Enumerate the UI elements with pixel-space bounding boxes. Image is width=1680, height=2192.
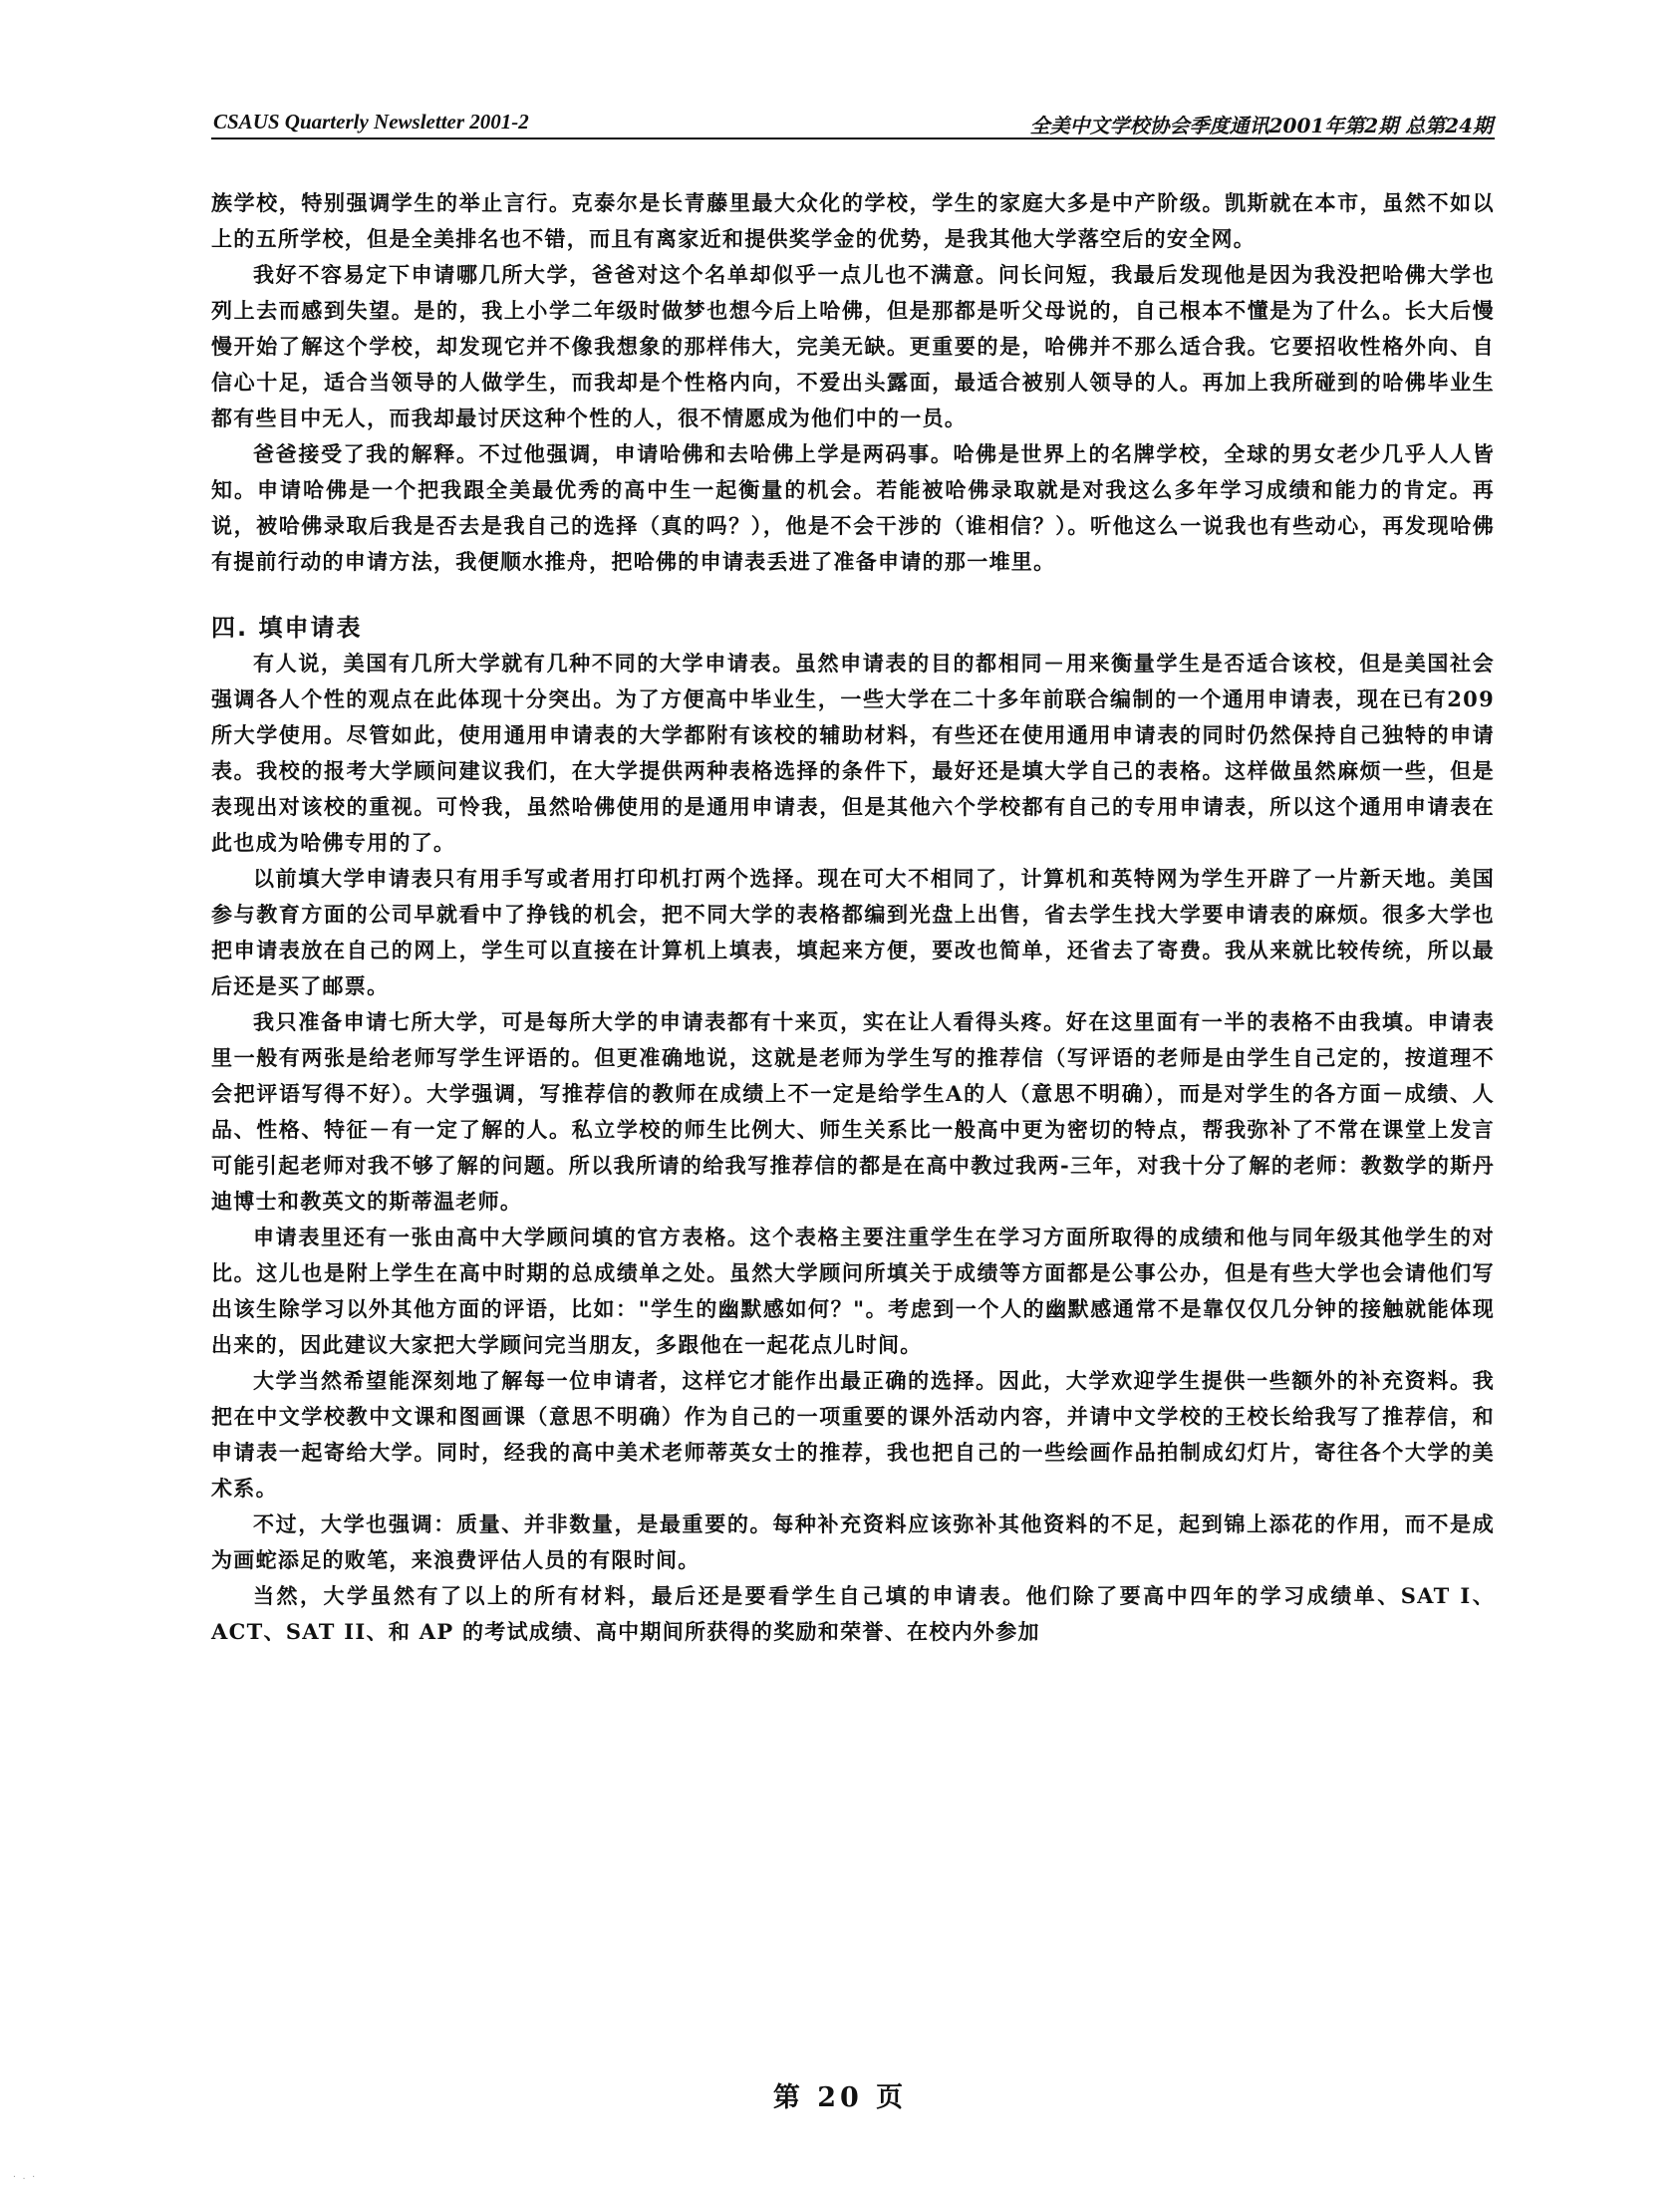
- article-body: [211, 185, 1495, 1650]
- scan-speck: · . ·: [12, 2172, 37, 2181]
- paragraph-continuation: 族学校，特别强调学生的举止言行。克泰尔是长青藤里最大众化的学校，学生的家庭大多是中产阶级。凯斯就在本市，虽然不如以上的五所学校，但是全美排名也不错，而且有离家近和提供奖学金的优势，是我其他大学落空后的安全网。: [211, 190, 1495, 251]
- paragraph: 爸爸接受了我的解释。不过他强调，申请哈佛和去哈佛上学是两码事。哈佛是世界上的名牌学校，全球的男女老少几乎人人皆知。申请哈佛是一个把我跟全美最优秀的高中生一起衡量的机会。若能被哈佛录取就是对我这么多年学习成绩和能力的肯定。再说，被哈佛录取后我是否去是我自己的选择（真的吗？），他是不会干涉的（谁相信？）。听他这么一说我也有些动心，再发现哈佛有提前行动的申请方法，我便顺水推舟，把哈佛的申请表丢进了准备申请的那一堆里。: [211, 441, 1495, 574]
- paragraph: 申请表里还有一张由高中大学顾问填的官方表格。这个表格主要注重学生在学习方面所取得的成绩和他与同年级其他学生的对比。这儿也是附上学生在高中时期的总成绩单之处。虽然大学顾问所填关于成绩等方面都是公事公办，但是有些大学也会请他们写出该生除学习以外其他方面的评语，比如："学生的幽默感如何？"。考虑到一个人的幽默感通常不是靠仅仅几分钟的接触就能体现出来的，因此建议大家把大学顾问完当朋友，多跟他在一起花点儿时间。: [211, 1225, 1495, 1357]
- section-heading: 四. 填申请表: [211, 614, 363, 642]
- page-header: [211, 108, 1495, 139]
- paragraph: 有人说，美国有几所大学就有几种不同的大学申请表。虽然申请表的目的都相同－用来衡量学生是否适合该校，但是美国社会强调各人个性的观点在此体现十分突出。为了方便高中毕业生，一些大学在二十多年前联合编制的一个通用申请表，现在已有209所大学使用。尽管如此，使用通用申请表的大学都附有该校的辅助材料，有些还在使用通用申请表的同时仍然保持自己独特的申请表。我校的报考大学顾问建议我们，在大学提供两种表格选择的条件下，最好还是填大学自己的表格。这样做虽然麻烦一些，但是表现出对该校的重视。可怜我，虽然哈佛使用的是通用申请表，但是其他六个学校都有自己的专用申请表，所以这个通用申请表在此也成为哈佛专用的了。: [211, 651, 1495, 855]
- paragraph: 不过，大学也强调：质量、并非数量，是最重要的。每种补充资料应该弥补其他资料的不足，起到锦上添花的作用，而不是成为画蛇添足的败笔，来浪费评估人员的有限时间。: [211, 1511, 1495, 1572]
- page-number: 第 20 页: [772, 2082, 908, 2113]
- paragraph: 以前填大学申请表只有用手写或者用打印机打两个选择。现在可大不相同了，计算机和英特网为学生开辟了一片新天地。美国参与教育方面的公司早就看中了挣钱的机会，把不同大学的表格都编到光盘上出售，省去学生找大学要申请表的麻烦。很多大学也把申请表放在自己的网上，学生可以直接在计算机上填表，填起来方便，要改也简单，还省去了寄费。我从来就比较传统，所以最后还是买了邮票。: [211, 866, 1495, 998]
- paragraph: 大学当然希望能深刻地了解每一位申请者，这样它才能作出最正确的选择。因此，大学欢迎学生提供一些额外的补充资料。我把在中文学校教中文课和图画课（意思不明确）作为自己的一项重要的课外活动内容，并请中文学校的王校长给我写了推荐信，和申请表一起寄给大学。同时，经我的高中美术老师蒂英女士的推荐，我也把自己的一些绘画作品拍制成幻灯片，寄往各个大学的美术系。: [211, 1368, 1495, 1501]
- paragraph: 我好不容易定下申请哪几所大学，爸爸对这个名单却似乎一点儿也不满意。问长问短，我最后发现他是因为我没把哈佛大学也列上去而感到失望。是的，我上小学二年级时做梦也想今后上哈佛，但是那都是听父母说的，自己根本不懂是为了什么。长大后慢慢开始了解这个学校，却发现它并不像我想象的那样伟大，完美无缺。更重要的是，哈佛并不那么适合我。它要招收性格外向、自信心十足，适合当领导的人做学生，而我却是个性格内向，不爱出头露面，最适合被别人领导的人。再加上我所碰到的哈佛毕业生都有些目中无人，而我却最讨厌这种个性的人，很不情愿成为他们中的一员。: [211, 262, 1495, 430]
- newsletter-title-english: CSAUS Quarterly Newsletter 2001-2: [213, 110, 529, 134]
- newsletter-title-chinese: 全美中文学校协会季度通讯2001年第2期 总第24期: [1029, 114, 1493, 137]
- paragraph: 我只准备申请七所大学，可是每所大学的申请表都有十来页，实在让人看得头疼。好在这里面有一半的表格不由我填。申请表里一般有两张是给老师写学生评语的。但更准确地说，这就是老师为学生写的推荐信（写评语的老师是由学生自己定的，按道理不会把评语写得不好）。大学强调，写推荐信的教师在成绩上不一定是给学生A的人（意思不明确），而是对学生的各方面－成绩、人品、性格、特征－有一定了解的人。私立学校的师生比例大、师生关系比一般高中更为密切的特点，帮我弥补了不常在课堂上发言可能引起老师对我不够了解的问题。所以我所请的给我写推荐信的都是在高中教过我两-三年，对我十分了解的老师：教数学的斯丹迪博士和教英文的斯蒂温老师。: [211, 1009, 1495, 1214]
- paragraph: 当然，大学虽然有了以上的所有材料，最后还是要看学生自己填的申请表。他们除了要高中四年的学习成绩单、SAT I、ACT、SAT II、和 AP 的考试成绩、高中期间所获得的奖励和荣誉、在校内外参加: [211, 1583, 1495, 1644]
